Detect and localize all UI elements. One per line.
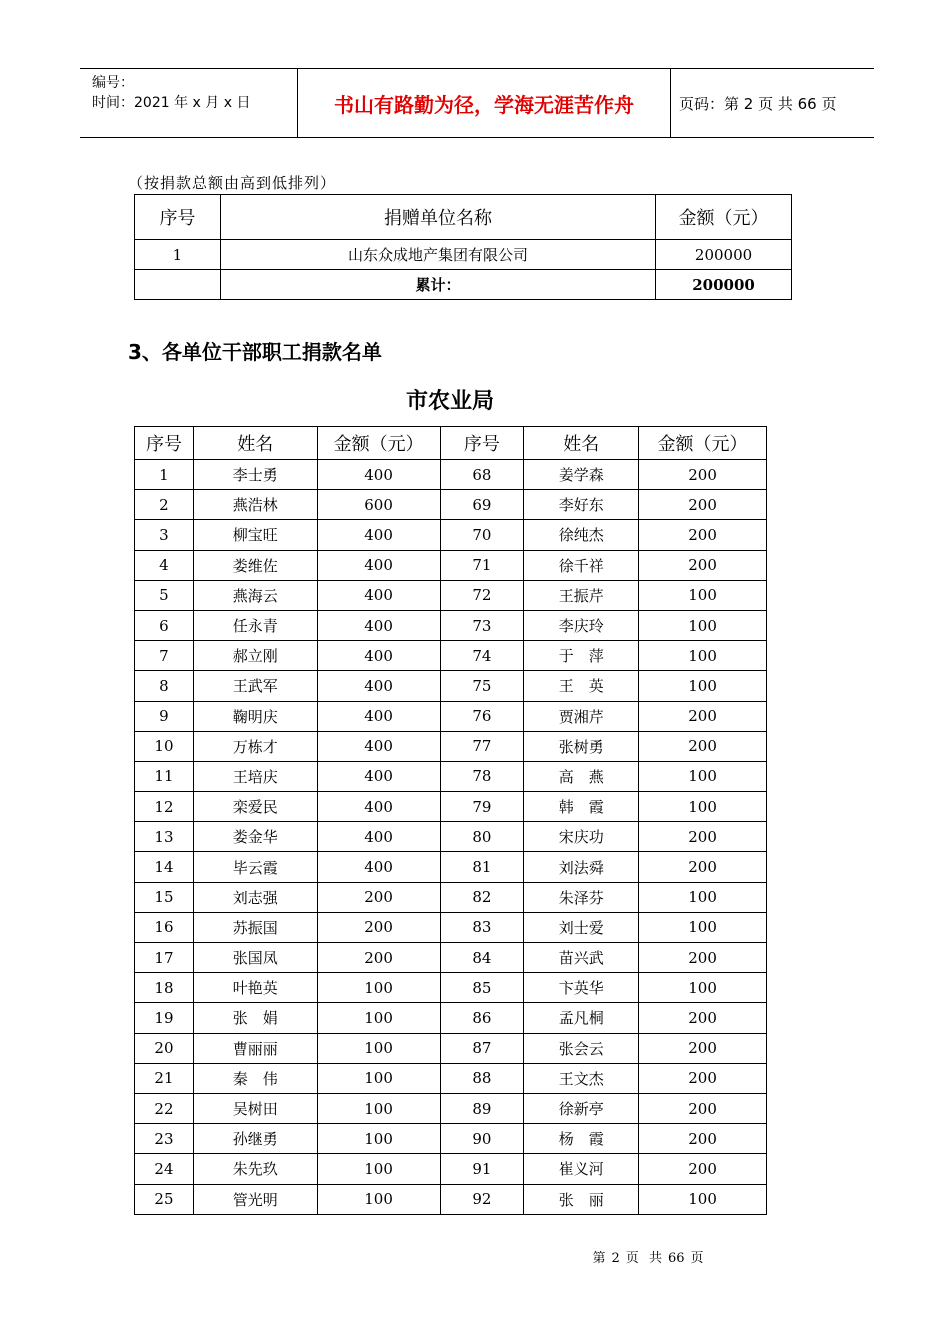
- table-cell: 17: [135, 943, 194, 973]
- table-cell: 刘法舜: [524, 852, 639, 882]
- table-cell: 86: [440, 1003, 524, 1033]
- table-cell: 100: [639, 610, 767, 640]
- table-row: [135, 610, 767, 640]
- table-cell: 78: [440, 761, 524, 791]
- table-cell: 20: [135, 1033, 194, 1063]
- table-cell: 81: [440, 852, 524, 882]
- footer-text: 页: [625, 1251, 639, 1266]
- table-cell: 100: [639, 671, 767, 701]
- table-row: [135, 1063, 767, 1093]
- table-cell: 徐千祥: [524, 550, 639, 580]
- header-page-info: 页码：第 2 页 共 66 页: [679, 94, 837, 113]
- table-cell: 朱先玖: [193, 1154, 317, 1184]
- table-row: [135, 641, 767, 671]
- table-cell: 9: [135, 701, 194, 731]
- table-cell: 400: [317, 761, 440, 791]
- column-header: 姓名: [524, 427, 639, 460]
- sort-note: （按捐款总额由高到低排列）: [128, 174, 337, 192]
- table-cell: 鞠明庆: [193, 701, 317, 731]
- table-cell: 400: [317, 550, 440, 580]
- table-cell: 张 丽: [524, 1184, 639, 1214]
- table-cell: 郝立刚: [193, 641, 317, 671]
- table-row: [135, 882, 767, 912]
- table-cell: 400: [317, 520, 440, 550]
- table-cell: 韩 霞: [524, 792, 639, 822]
- table-cell: 李士勇: [193, 460, 317, 490]
- column-header: 序号: [135, 427, 194, 460]
- table-cell: 8: [135, 671, 194, 701]
- table-cell: 13: [135, 822, 194, 852]
- table-cell: 任永青: [193, 610, 317, 640]
- table-cell: 200: [639, 822, 767, 852]
- table-cell: 75: [440, 671, 524, 701]
- table-cell: 200: [317, 943, 440, 973]
- column-header: 序号: [440, 427, 524, 460]
- table-cell: 秦 伟: [193, 1063, 317, 1093]
- table-cell: 87: [440, 1033, 524, 1063]
- table-cell: 朱泽芬: [524, 882, 639, 912]
- total-label: 累计：: [220, 270, 655, 300]
- table-cell: 72: [440, 580, 524, 610]
- table-cell: 14: [135, 852, 194, 882]
- table-cell: 400: [317, 852, 440, 882]
- table-row: [135, 520, 767, 550]
- table-cell: 100: [317, 1184, 440, 1214]
- time-label: 时间：2021 年 x 月 x 日: [92, 95, 251, 111]
- table-row: [135, 792, 767, 822]
- table-cell: 100: [317, 1093, 440, 1123]
- table-cell: 74: [440, 641, 524, 671]
- table-cell: 曹丽丽: [193, 1033, 317, 1063]
- table-cell: 200: [639, 1124, 767, 1154]
- table-row: [135, 490, 767, 520]
- table-cell: 5: [135, 580, 194, 610]
- table-cell: 200: [639, 550, 767, 580]
- table-cell: 89: [440, 1093, 524, 1123]
- table-cell: 100: [639, 1184, 767, 1214]
- table-cell: 91: [440, 1154, 524, 1184]
- table-cell: 400: [317, 460, 440, 490]
- table-cell: 管光明: [193, 1184, 317, 1214]
- table-cell: 燕浩林: [193, 490, 317, 520]
- table-cell: 姜学森: [524, 460, 639, 490]
- table-cell: 100: [639, 912, 767, 942]
- table-cell: 苗兴武: [524, 943, 639, 973]
- table-row: [135, 240, 792, 270]
- table-cell: 叶艳英: [193, 973, 317, 1003]
- table-cell: 燕海云: [193, 580, 317, 610]
- table-row: [135, 943, 767, 973]
- table-cell: 16: [135, 912, 194, 942]
- table-cell: 2: [135, 490, 194, 520]
- table-cell: 200: [639, 701, 767, 731]
- column-header: 序号: [135, 195, 221, 240]
- table-cell: 栾爱民: [193, 792, 317, 822]
- table-cell: 100: [639, 641, 767, 671]
- table-cell: 22: [135, 1093, 194, 1123]
- footer-page: 2: [611, 1251, 620, 1266]
- table-cell: 82: [440, 882, 524, 912]
- table-cell: 24: [135, 1154, 194, 1184]
- table-cell: 100: [639, 973, 767, 1003]
- table-row: [135, 822, 767, 852]
- table-row: [135, 761, 767, 791]
- table-row: [135, 852, 767, 882]
- page-footer: [0, 1247, 950, 1266]
- table-cell: 100: [639, 882, 767, 912]
- table-cell: 400: [317, 641, 440, 671]
- table-cell: 400: [317, 610, 440, 640]
- table-cell: 200: [639, 490, 767, 520]
- table-cell: 张树勇: [524, 731, 639, 761]
- total-value: 200000: [656, 270, 792, 300]
- table-cell: 73: [440, 610, 524, 640]
- table-cell: 吴树田: [193, 1093, 317, 1123]
- table-cell: 山东众成地产集团有限公司: [220, 240, 655, 270]
- column-header: 金额（元）: [639, 427, 767, 460]
- table-cell: 高 燕: [524, 761, 639, 791]
- table-cell: 徐纯杰: [524, 520, 639, 550]
- table-cell: 王 英: [524, 671, 639, 701]
- table-cell: 于 萍: [524, 641, 639, 671]
- page-header: [80, 68, 874, 138]
- column-header: 金额（元）: [656, 195, 792, 240]
- table-cell: 400: [317, 701, 440, 731]
- table-cell: 孟凡桐: [524, 1003, 639, 1033]
- table-cell: 79: [440, 792, 524, 822]
- table-row: [135, 671, 767, 701]
- table-row: [135, 731, 767, 761]
- table-cell: 70: [440, 520, 524, 550]
- total-row: [135, 270, 792, 300]
- staff-table-body: [135, 460, 767, 1215]
- code-label: 编号：: [92, 75, 134, 91]
- table-cell: 王培庆: [193, 761, 317, 791]
- table-row: [135, 550, 767, 580]
- table-cell: 400: [317, 822, 440, 852]
- table-cell: 100: [317, 1033, 440, 1063]
- column-header: 金额（元）: [317, 427, 440, 460]
- table-cell: 76: [440, 701, 524, 731]
- table-cell: 18: [135, 973, 194, 1003]
- footer-text: 第: [592, 1251, 606, 1266]
- column-header: 捐赠单位名称: [220, 195, 655, 240]
- table-cell: 77: [440, 731, 524, 761]
- table-cell: 100: [317, 1003, 440, 1033]
- table-cell: 100: [639, 580, 767, 610]
- header-meta: [80, 69, 298, 137]
- table-cell: 张会云: [524, 1033, 639, 1063]
- table-cell: 卞英华: [524, 973, 639, 1003]
- table-cell: 100: [317, 973, 440, 1003]
- table-header-row: [135, 195, 792, 240]
- table-cell: 25: [135, 1184, 194, 1214]
- table-cell: 21: [135, 1063, 194, 1093]
- table-cell: 杨 霞: [524, 1124, 639, 1154]
- table-cell: 100: [317, 1063, 440, 1093]
- table-cell: 85: [440, 973, 524, 1003]
- table-cell: 王振芹: [524, 580, 639, 610]
- table-row: [135, 1093, 767, 1123]
- table-row: [135, 1033, 767, 1063]
- company-donation-table: [134, 194, 792, 300]
- table-cell: 100: [639, 761, 767, 791]
- table-cell: 11: [135, 761, 194, 791]
- table-cell: 200: [317, 912, 440, 942]
- table-cell: 200: [639, 520, 767, 550]
- table-cell: 1: [135, 460, 194, 490]
- table-cell: 200000: [656, 240, 792, 270]
- header-motto: 书山有路勤为径，学海无涯苦作舟: [298, 69, 671, 137]
- unit-title: 市农业局: [405, 389, 494, 414]
- table-cell: 80: [440, 822, 524, 852]
- table-cell: 3: [135, 520, 194, 550]
- table-cell: 10: [135, 731, 194, 761]
- table-cell: 4: [135, 550, 194, 580]
- table-cell: 19: [135, 1003, 194, 1033]
- table-cell: 王武军: [193, 671, 317, 701]
- table-cell: 200: [639, 1033, 767, 1063]
- table-cell: 200: [639, 852, 767, 882]
- table-row: [135, 973, 767, 1003]
- table-cell: 100: [317, 1124, 440, 1154]
- column-header: 姓名: [193, 427, 317, 460]
- table-cell: 张 娟: [193, 1003, 317, 1033]
- footer-text: 共: [648, 1251, 662, 1266]
- table-cell: 90: [440, 1124, 524, 1154]
- table-cell: 400: [317, 731, 440, 761]
- table-cell: 张国凤: [193, 943, 317, 973]
- table-row: [135, 1154, 767, 1184]
- table-cell: 100: [317, 1154, 440, 1184]
- table-cell: 600: [317, 490, 440, 520]
- table-cell: 200: [639, 460, 767, 490]
- table-cell: 83: [440, 912, 524, 942]
- table-cell: 200: [317, 882, 440, 912]
- section-title: 3、各单位干部职工捐款名单: [128, 340, 382, 364]
- table-cell: 6: [135, 610, 194, 640]
- table-cell: 200: [639, 1093, 767, 1123]
- table-row: [135, 580, 767, 610]
- table-cell: 娄维佐: [193, 550, 317, 580]
- table-cell: 69: [440, 490, 524, 520]
- table-cell: 柳宝旺: [193, 520, 317, 550]
- table-cell: 12: [135, 792, 194, 822]
- table-row: [135, 1003, 767, 1033]
- table-row: [135, 1124, 767, 1154]
- table-cell: 刘士爱: [524, 912, 639, 942]
- table-row: [135, 701, 767, 731]
- table-cell: 92: [440, 1184, 524, 1214]
- table-cell: [135, 270, 221, 300]
- table-cell: 徐新亭: [524, 1093, 639, 1123]
- table-cell: 1: [135, 240, 221, 270]
- table-cell: 400: [317, 792, 440, 822]
- table-cell: 7: [135, 641, 194, 671]
- table-cell: 15: [135, 882, 194, 912]
- table-cell: 100: [639, 792, 767, 822]
- table-cell: 400: [317, 671, 440, 701]
- table-cell: 孙继勇: [193, 1124, 317, 1154]
- table-row: [135, 1184, 767, 1214]
- table-cell: 23: [135, 1124, 194, 1154]
- table-row: [135, 912, 767, 942]
- table-header-row: [135, 427, 767, 460]
- table-cell: 李好东: [524, 490, 639, 520]
- table-cell: 娄金华: [193, 822, 317, 852]
- table-cell: 200: [639, 1154, 767, 1184]
- table-cell: 刘志强: [193, 882, 317, 912]
- table-cell: 68: [440, 460, 524, 490]
- table-cell: 王文杰: [524, 1063, 639, 1093]
- table-cell: 毕云霞: [193, 852, 317, 882]
- table-cell: 李庆玲: [524, 610, 639, 640]
- table-cell: 71: [440, 550, 524, 580]
- table-cell: 崔义河: [524, 1154, 639, 1184]
- footer-text: 页: [690, 1251, 704, 1266]
- table-cell: 84: [440, 943, 524, 973]
- table-cell: 200: [639, 1003, 767, 1033]
- table-cell: 万栋才: [193, 731, 317, 761]
- table-cell: 200: [639, 943, 767, 973]
- table-cell: 200: [639, 1063, 767, 1093]
- table-cell: 宋庆功: [524, 822, 639, 852]
- footer-total: 66: [667, 1251, 685, 1266]
- table-cell: 400: [317, 580, 440, 610]
- table-cell: 88: [440, 1063, 524, 1093]
- table-cell: 苏振国: [193, 912, 317, 942]
- table-row: [135, 460, 767, 490]
- table-cell: 贾湘芹: [524, 701, 639, 731]
- table-cell: 200: [639, 731, 767, 761]
- staff-donation-table: [134, 426, 767, 1215]
